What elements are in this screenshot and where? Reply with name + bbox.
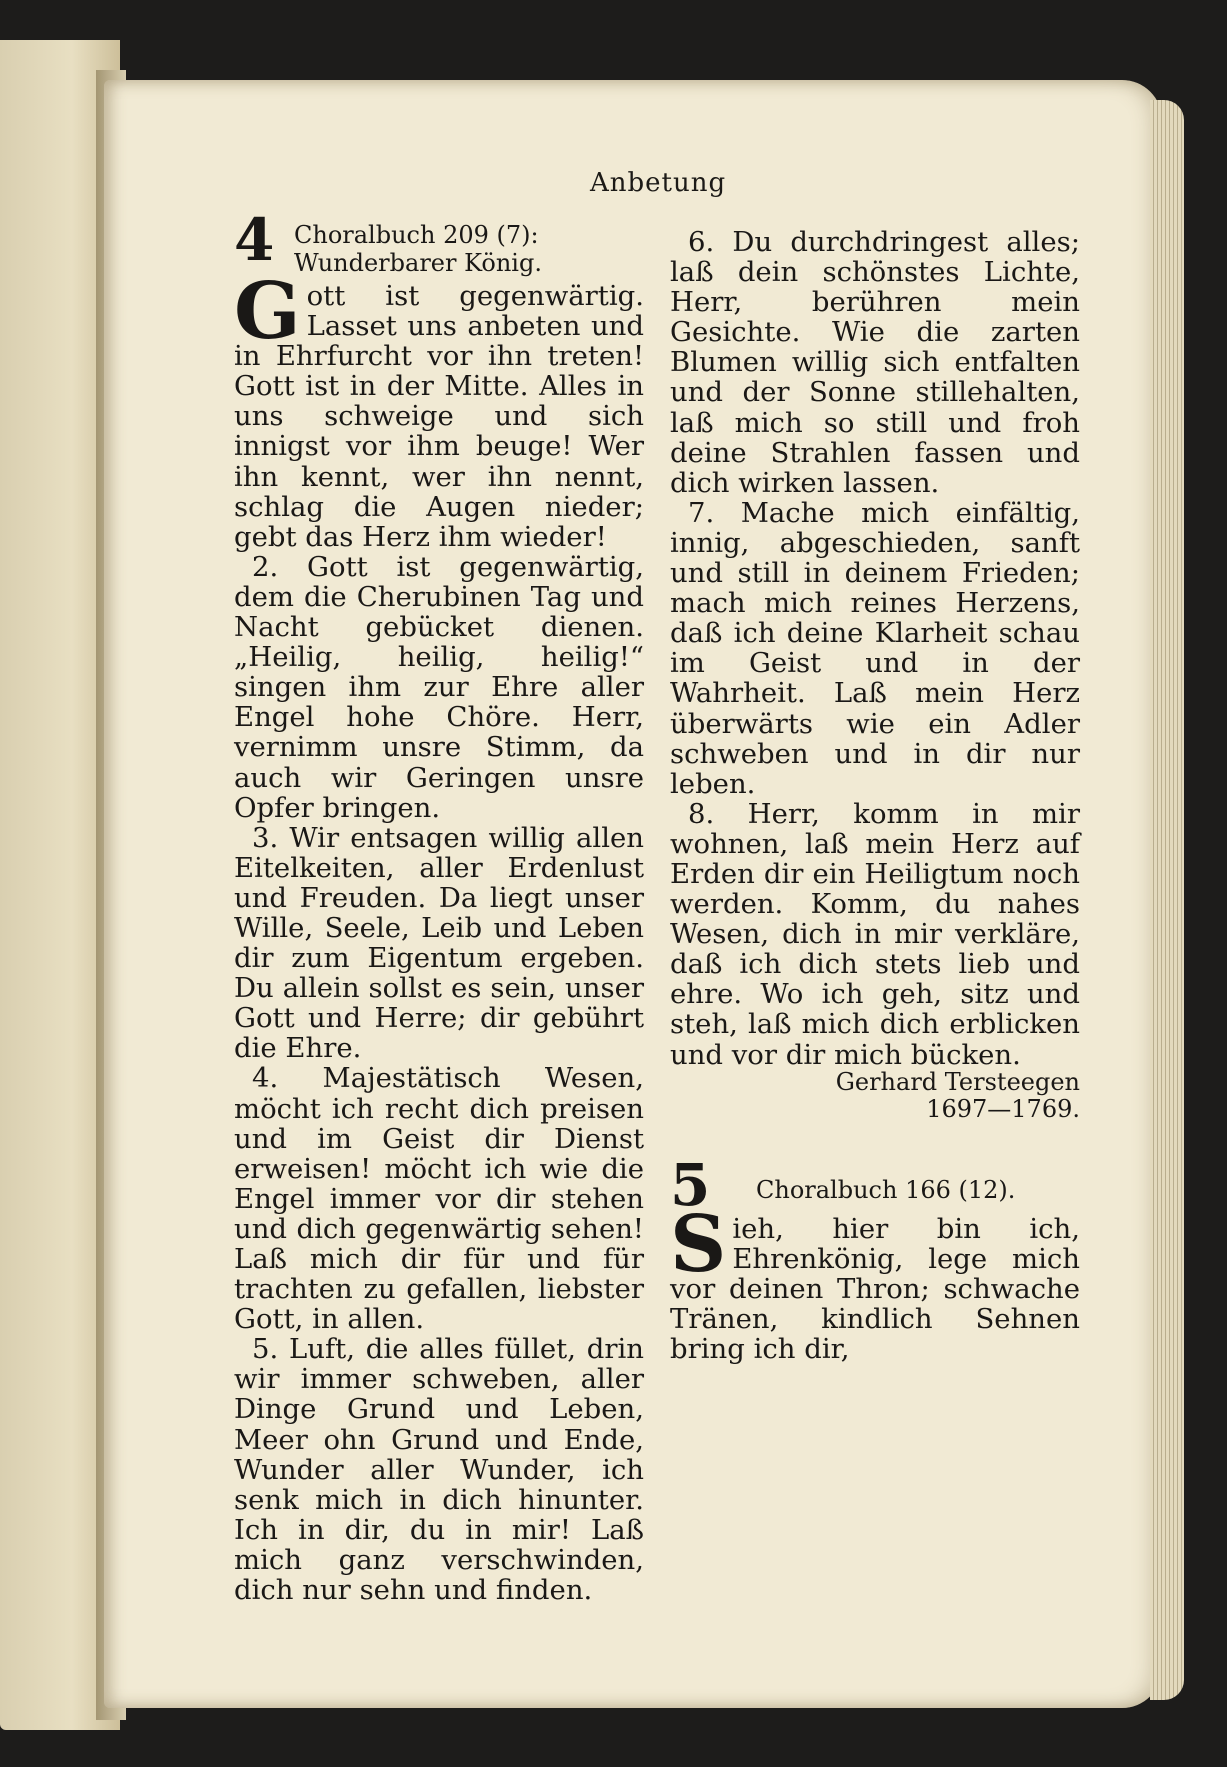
hymn-meta	[294, 215, 542, 277]
author-years: 1697—1769.	[926, 1094, 1080, 1123]
stanza-2: 2. Gott ist gegenwärtig, dem die Cherubinen Tag und Nacht gebücket dienen. „Heilig, heilig, heilig!“ singen ihm zur Ehre aller Engel hohe Chöre. Herr, vernimm unsre Stimm, da auch wir Geringen unsre Opfer bringen.	[234, 550, 644, 824]
choral-reference: Choralbuch 166 (12).	[756, 1175, 1016, 1204]
hymn-number: 5	[670, 1150, 711, 1219]
stanza-1	[234, 266, 644, 553]
hymn-5-header	[670, 1150, 1080, 1219]
stanza-5: 5. Luft, die alles füllet, drin wir immer schweben, aller Dinge Grund und Leben, Meer ohn Grund und Ende, Wunder aller Wunder, ich senk mich in dich hinunter. Ich in dir, du in mir! Laß mich ganz verschwinden, dich nur sehn und finden.	[234, 1333, 644, 1607]
stanza-text: ott ist gegenwärtig. Lasset uns anbeten und in Ehrfurcht vor ihn treten! Gott ist in der Mitte. Alles in uns schweige und sich innigst vor ihm beuge! Wer ihn kennt, wer ihn nennt, schlag die Augen nieder; gebt das Herz ihm wieder!	[234, 280, 644, 553]
dropcap: G	[234, 266, 301, 357]
hymn-number: 4	[234, 206, 275, 274]
hymn-5-stanza-1	[670, 1198, 1080, 1365]
page-edges	[1150, 100, 1184, 1700]
right-column	[670, 227, 1080, 1364]
choral-reference: Choralbuch 209 (7):	[294, 221, 539, 249]
stanza-text: ieh, hier bin ich, Ehrenkönig, lege mich vor deinen Thron; schwache Tränen, kindlich Sehnen bring ich dir,	[670, 1212, 1080, 1365]
dropcap: S	[670, 1198, 727, 1290]
stanza-7: 7. Mache mich einfältig, innig, abgeschieden, sanft und still in deinem Frieden; mach mich reines Herzens, daß ich deine Klarheit schau im Geist und in der Wahrheit. Laß mein Herz überwärts wie ein Adler schweben und in dir nur leben.	[670, 496, 1080, 800]
stanza-6: 6. Du durchdringest alles; laß dein schönstes Lichte, Herr, berühren mein Gesichte. Wie die zarten Blumen willig sich entfalten und der Sonne stillehalten, laß mich so still und froh deine Strahlen fassen und dich wirken lassen.	[670, 226, 1080, 499]
left-column	[234, 206, 644, 1607]
stanza-3: 3. Wir entsagen willig allen Eitelkeiten, aller Erdenlust und Freuden. Da liegt unser Wille, Seele, Leib und Leben dir zum Eigentum ergeben. Du allein sollst es sein, unser Gott und Herre; dir gebührt die Ehre.	[234, 821, 644, 1065]
running-head: Anbetung	[590, 168, 727, 198]
stanza-8: 8. Herr, komm in mir wohnen, laß mein Herz auf Erden dir ein Heiligtum noch werden. Komm, du nahes Wesen, dich in mir verkläre, daß ich dich stets lieb und ehre. Wo ich geh, sitz und steh, laß mich dich erblicken und vor dir mich bücken.	[670, 797, 1080, 1071]
stanza-4: 4. Majestätisch Wesen, möcht ich recht dich preisen und im Geist dir Dienst erweisen! möcht ich wie die Engel immer vor dir stehen und dich gegenwärtig sehen! Laß mich dir für und für trachten zu gefallen, liebster Gott, in allen.	[234, 1062, 644, 1336]
tune-name: Wunderbarer König.	[294, 249, 542, 277]
author: Gerhard Tersteegen	[835, 1067, 1080, 1096]
hymn-4-header	[234, 206, 644, 277]
